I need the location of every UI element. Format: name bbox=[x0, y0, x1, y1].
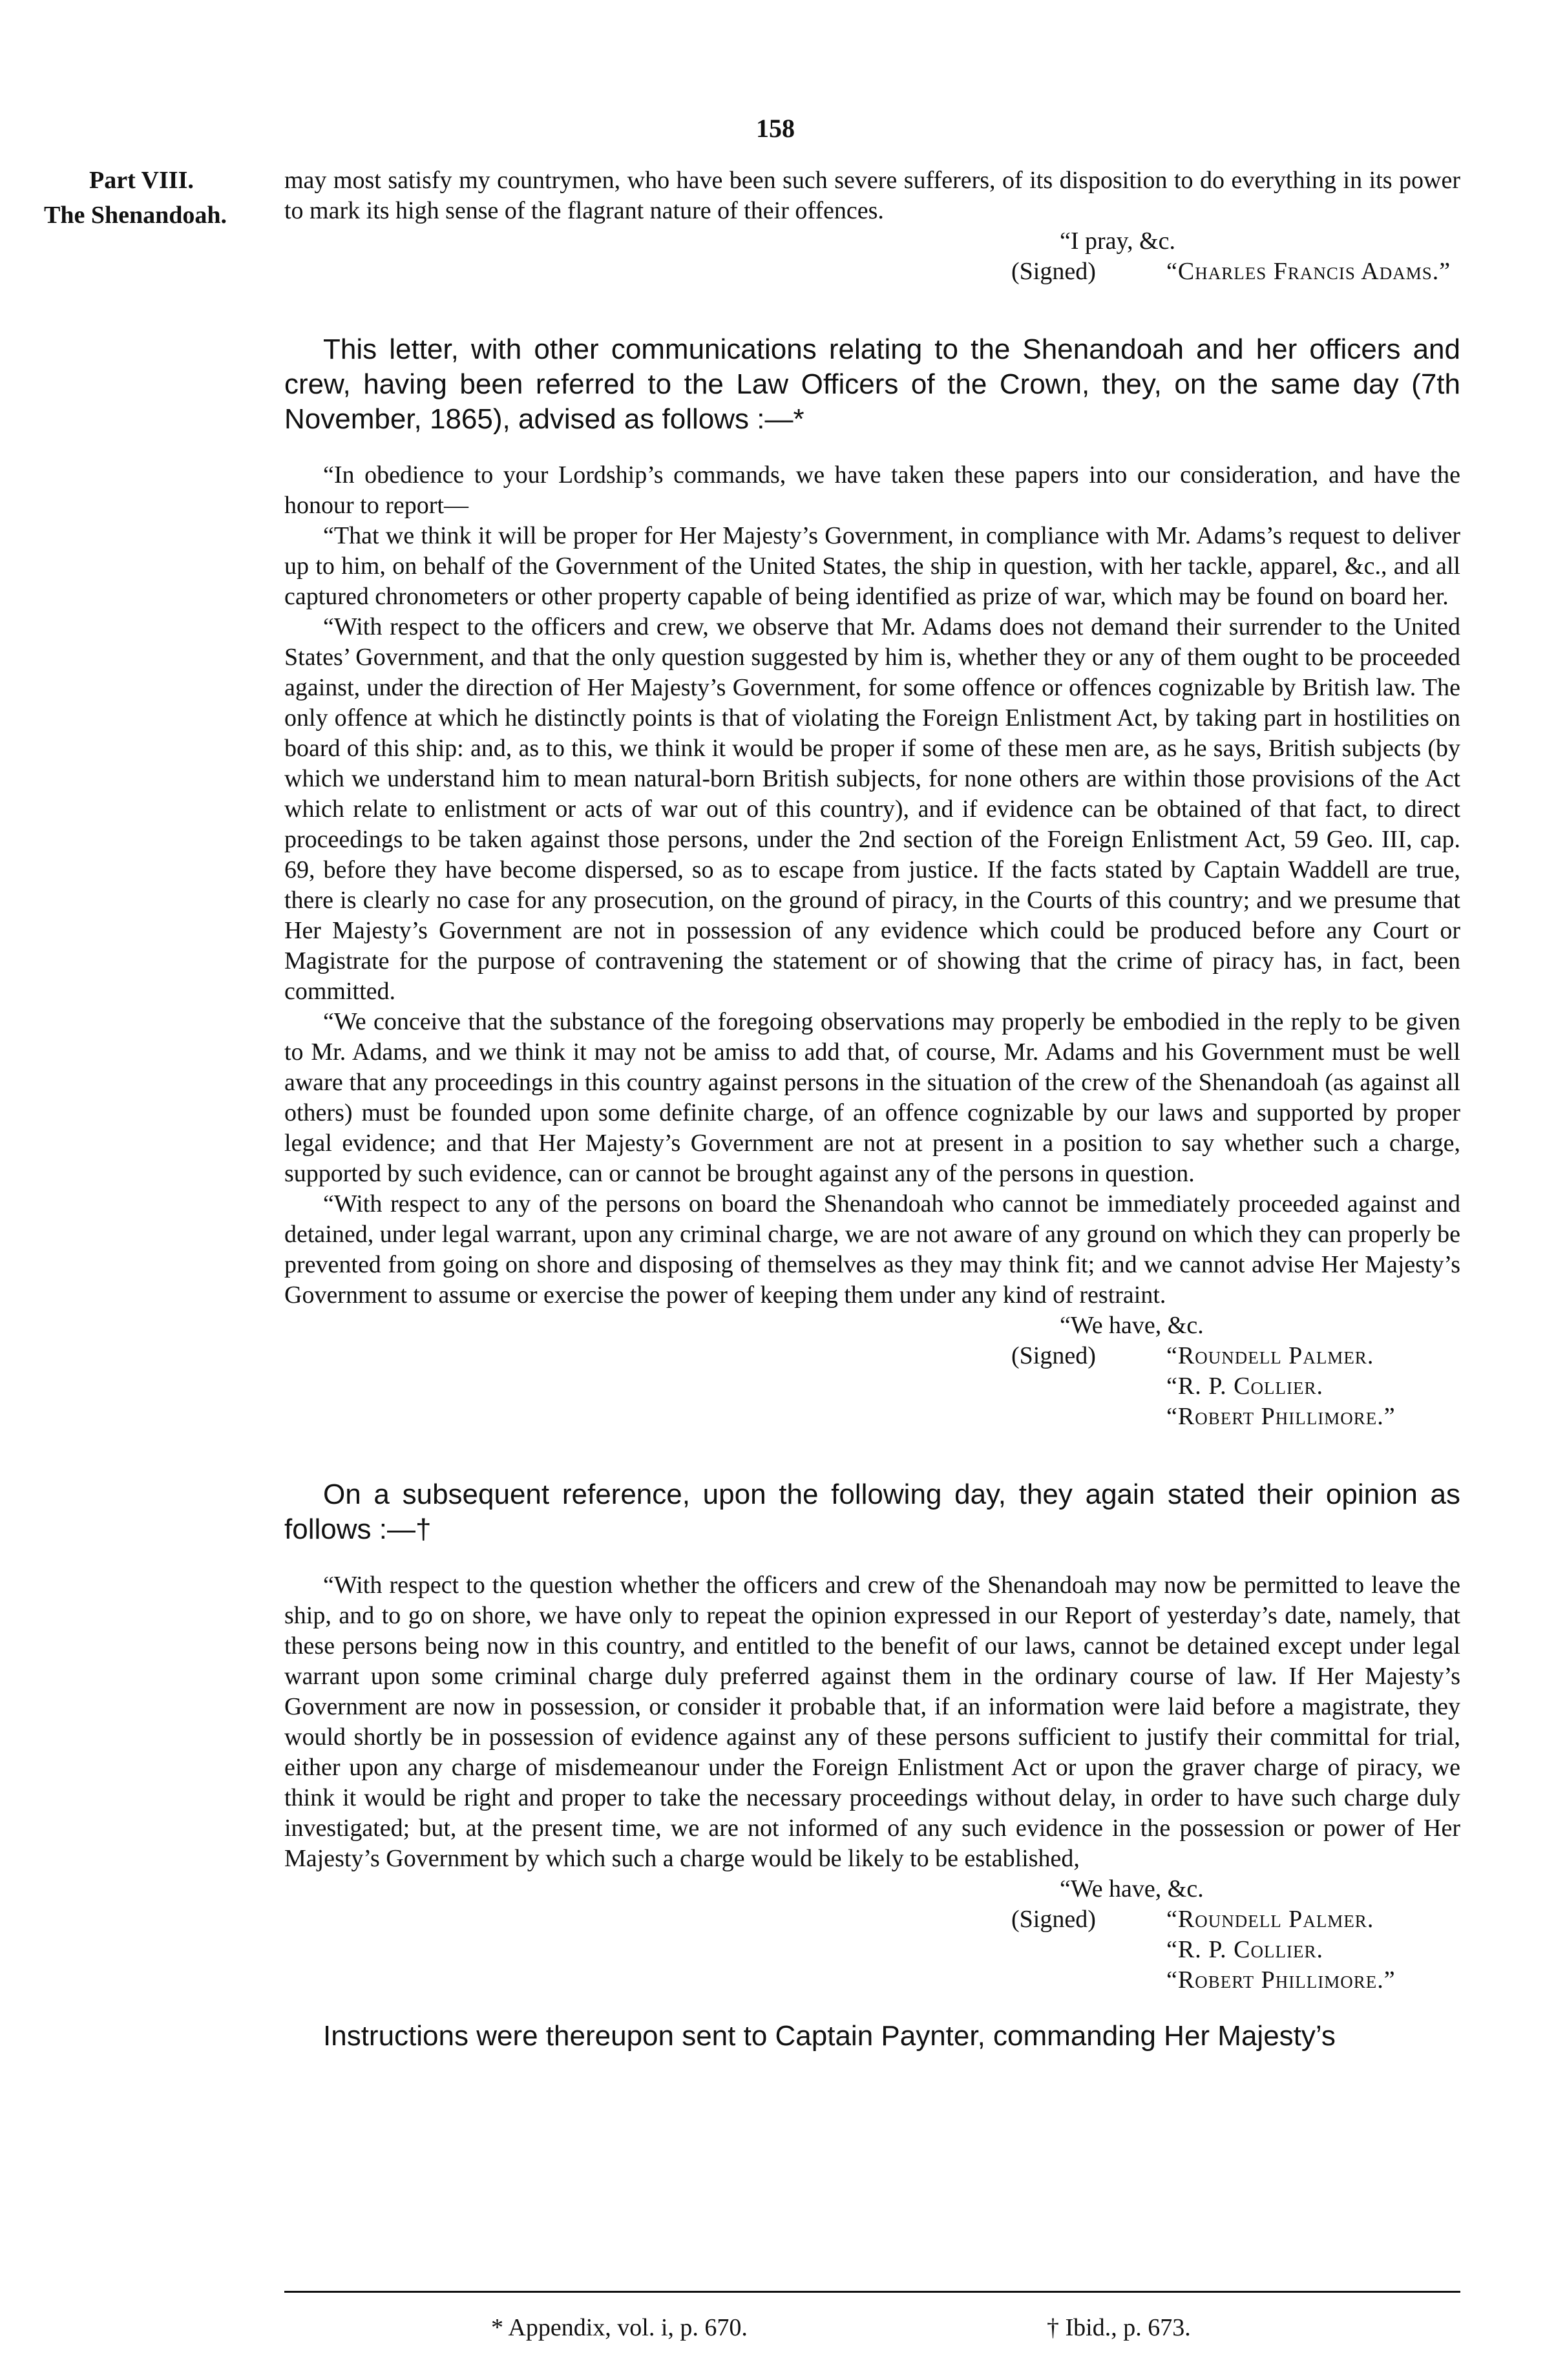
footnote: † Ibid., p. 673. bbox=[1047, 2314, 1191, 2341]
margin-note-subject: The Shenandoah. bbox=[44, 202, 227, 229]
law-officers-report-2 bbox=[284, 1570, 1460, 1874]
report-paragraph: “That we think it will be proper for Her Majesty’s Government, in compliance with Mr. Adams’s request to deliver up to him, on behalf of the Government of the United States, the ship in question, with her tackle, apparel, &c., and all captured chronometers or other property capable of being identified as prize of war, which may be found on board her. bbox=[284, 522, 1460, 610]
report-salutation: “We have, &c. bbox=[1060, 1312, 1204, 1339]
report-paragraph: “We conceive that the substance of the foregoing observations may properly be embodied in the reply to be given to Mr. Adams, and we think it may not be amiss to add that, of course, Mr. Adams and his Government must be well aware that any proceedings in this country against persons in the situation of the crew of the Shenandoah (as against all others) must be founded upon some definite charge, of an offence cognizable by our laws and supported by proper legal evidence; and that Her Majesty’s Government are not at present in a position to say whether such a charge, supported by such evidence, can or cannot be brought against any of the persons in question. bbox=[284, 1008, 1460, 1187]
narrative-paragraph: This letter, with other communications relating to the Shenandoah and her officers and crew, having been referred to the Law Officers of the Crown, they, on the same day (7th November, 1865), advised as follows :—* bbox=[284, 333, 1460, 435]
report-2-signature bbox=[1011, 1874, 1460, 1996]
signed-label: (Signed) bbox=[1011, 1342, 1096, 1369]
report-1-signature bbox=[1011, 1311, 1460, 1432]
signatory-name: “R. P. Collier. bbox=[1166, 1373, 1323, 1400]
report-salutation: “We have, &c. bbox=[1060, 1875, 1204, 1902]
margin-note-part: Part VIII. bbox=[89, 167, 194, 194]
report-paragraph: “With respect to the officers and crew, we observe that Mr. Adams does not demand their surrender to the United States’ Government, and that the only question suggested by him is, whether they or any of them ought to be proceeded against, under the direction of Her Majesty’s Government, for some offence or offences cognizable by British law. The only offence at which he distinctly points is that of violating the Foreign Enlistment Act, by taking part in hostilities on board of this ship: and, as to this, we think it would be proper if some of these men are, as he says, British subjects (by which we understand him to mean natural-born British subjects, for none others are within those provisions of the Act which relate to enlistment or acts of war out of this country), and if evidence can be obtained of that fact, to direct proceedings to be taken against those persons, under the 2nd section of the Foreign Enlistment Act, 59 Geo. III, cap. 69, before they have become dispersed, so as to escape from justice. If the facts stated by Captain Waddell are true, there is clearly no case for any prosecution, on the ground of piracy, in the Courts of this country; and we presume that Her Majesty’s Government are not in possession of any evidence which could be produced before any Court or Magistrate for the purpose of contravening the statement or of showing that the crime of piracy has, in fact, been committed. bbox=[284, 613, 1460, 1005]
footnote-rule bbox=[284, 2291, 1460, 2293]
report-paragraph: “With respect to any of the persons on board the Shenandoah who cannot be immediately proceeded against and detained, under legal warrant, upon any criminal charge, we are not aware of any ground on which they can properly be prevented from going on shore and disposing of themselves as they may think fit; and we cannot advise Her Majesty’s Government to assume or exercise the power of keeping them under any kind of restraint. bbox=[284, 1190, 1460, 1309]
law-officers-report-1 bbox=[284, 460, 1460, 1311]
signatory-name: “Robert Phillimore.” bbox=[1166, 1403, 1396, 1430]
letter-salutation: “I pray, &c. bbox=[1060, 227, 1175, 255]
signed-label: (Signed) bbox=[1011, 258, 1096, 285]
margin-notes bbox=[44, 163, 264, 233]
letter-signature bbox=[1011, 226, 1460, 287]
footnote: * Appendix, vol. i, p. 670. bbox=[491, 2314, 748, 2341]
letter-excerpt-text: may most satisfy my countrymen, who have been such severe sufferers, of its disposition to do everything in its power to mark its high sense of the flagrant nature of their offences. bbox=[284, 167, 1460, 224]
narrative-paragraph: On a subsequent reference, upon the following day, they again stated their opinion as follows :—† bbox=[284, 1479, 1460, 1545]
report-paragraph: “With respect to the question whether the officers and crew of the Shenandoah may now be permitted to leave the ship, and to go on shore, we have only to repeat the opinion expressed in our Report of yesterday’s date, namely, that these persons being now in this country, and entitled to the benefit of our laws, cannot be detained except under legal warrant upon some criminal charge duly preferred against them in the ordinary course of law. If Her Majesty’s Government are now in possession, or consider it probable that, if an information were laid before a magistrate, they would shortly be in possession of evidence against any of these persons sufficient to justify their committal for trial, either upon any charge of misdemeanour under the Foreign Enlistment Act or upon the graver charge of piracy, we think it would be right and proper to take the necessary proceedings without delay, in order to have such charge duly investigated; but, at the present time, we are not informed of any such evidence in the possession or power of Her Majesty’s Government by which such a charge would be likely to be established, bbox=[284, 1572, 1460, 1872]
signatory-name: “R. P. Collier. bbox=[1166, 1936, 1323, 1963]
signatory-name: “Roundell Palmer. bbox=[1166, 1342, 1374, 1369]
page-content bbox=[284, 165, 1460, 2054]
letter-excerpt bbox=[284, 165, 1460, 226]
page-number: 158 bbox=[756, 114, 795, 143]
narrative-paragraph: Instructions were thereupon sent to Captain Paynter, commanding Her Majesty’s bbox=[323, 2020, 1336, 2052]
signatory-name: “Charles Francis Adams.” bbox=[1166, 258, 1451, 285]
report-paragraph: “In obedience to your Lordship’s commands, we have taken these papers into our consideration, and have the honour to report— bbox=[284, 461, 1460, 519]
signed-label: (Signed) bbox=[1011, 1906, 1096, 1933]
signatory-name: “Roundell Palmer. bbox=[1166, 1906, 1374, 1933]
signatory-name: “Robert Phillimore.” bbox=[1166, 1966, 1396, 1994]
